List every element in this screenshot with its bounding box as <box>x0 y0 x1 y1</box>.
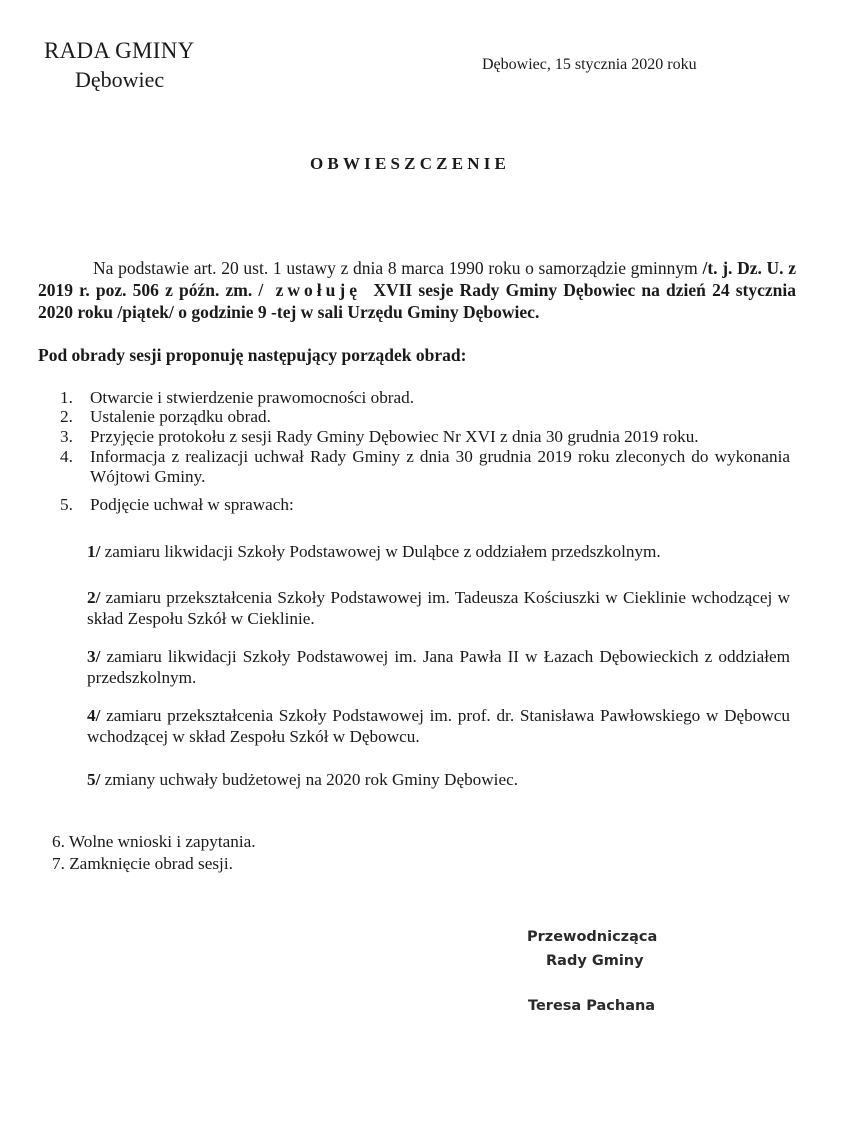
resolution-text: zamiaru przekształcenia Szkoły Podstawowej im. prof. dr. Stanisława Pawłowskiego w Dębowcu wchodzącej w skład Zespołu Szkół w Dębowcu. <box>87 706 790 746</box>
place-and-date: Dębowiec, 15 stycznia 2020 roku <box>482 56 697 73</box>
intro-text-journal-ref: /t. j. Dz. U. z 2019 r. poz. 506 z późn. zm. / <box>38 258 796 300</box>
resolution-item <box>87 541 790 562</box>
resolution-number: 2/ <box>87 588 101 607</box>
intro-text-legal-basis: Na podstawie art. 20 ust. 1 ustawy z dnia 8 marca 1990 roku o samorządzie gminnym <box>93 258 703 278</box>
agenda-item-text: Podjęcie uchwał w sprawach: <box>90 495 294 514</box>
agenda-heading: Pod obrady sesji proponuję następujący porządek obrad: <box>38 345 467 365</box>
signature-role-line-2: Rady Gminy <box>546 953 644 969</box>
agenda-item-text: Przyjęcie protokołu z sesji Rady Gminy Dębowiec Nr XVI z dnia 30 grudnia 2019 roku. <box>90 427 699 446</box>
agenda-item-text: Otwarcie i stwierdzenie prawomocności obrad. <box>90 388 415 407</box>
resolution-number: 5/ <box>87 770 101 789</box>
agenda-item-number: 5. <box>60 495 73 514</box>
closing-item-text: Wolne wnioski i zapytania. <box>68 832 256 851</box>
document-title: OBWIESZCZENIE <box>310 154 511 173</box>
resolution-number: 3/ <box>87 647 101 666</box>
closing-item-number: 6. <box>52 832 65 851</box>
resolution-text: zamiaru likwidacji Szkoły Podstawowej w Duląbce z oddziałem przedszkolnym. <box>100 542 661 561</box>
closing-item <box>52 831 652 853</box>
agenda-item-text: Informacja z realizacji uchwał Rady Gminy z dnia 30 grudnia 2019 roku zleconych do wykonania Wójtowi Gminy. <box>90 447 790 486</box>
agenda-item-number: 3. <box>60 427 73 446</box>
resolution-item <box>87 646 790 688</box>
agenda-item-number: 1. <box>60 388 73 407</box>
signature-role-line-1: Przewodnicząca <box>527 929 658 945</box>
resolution-number: 4/ <box>87 706 101 725</box>
council-place: Dębowiec <box>75 67 165 92</box>
resolution-item <box>87 587 790 629</box>
council-name: RADA GMINY <box>44 38 195 63</box>
agenda-item-text: Ustalenie porządku obrad. <box>90 407 271 426</box>
resolution-item <box>87 769 790 790</box>
resolution-item <box>87 705 790 747</box>
agenda-item-number: 2. <box>60 407 73 426</box>
closing-item <box>52 853 652 875</box>
intro-convene-word: zwołuję <box>275 280 361 300</box>
closing-item-text: Zamknięcie obrad sesji. <box>69 854 233 873</box>
resolution-text: zamiaru przekształcenia Szkoły Podstawowej im. Tadeusza Kościuszki w Cieklinie wchodzącej w skład Zespołu Szkół w Cieklinie. <box>87 588 790 628</box>
signature-name: Teresa Pachana <box>528 998 656 1014</box>
closing-item-number: 7. <box>52 854 65 873</box>
agenda-item-number: 4. <box>60 447 73 466</box>
resolution-text: zamiaru likwidacji Szkoły Podstawowej im. Jana Pawła II w Łazach Dębowieckich z oddziałem przedszkolnym. <box>87 647 790 687</box>
intro-paragraph <box>38 257 796 323</box>
intro-text-session: XVII sesje Rady Gminy Dębowiec na dzień 24 stycznia 2020 roku /piątek/ o godzinie 9 -tej w sali Urzędu Gminy Dębowiec. <box>38 280 797 322</box>
resolution-text: zmiany uchwały budżetowej na 2020 rok Gminy Dębowiec. <box>100 770 519 789</box>
resolution-number: 1/ <box>87 542 101 561</box>
